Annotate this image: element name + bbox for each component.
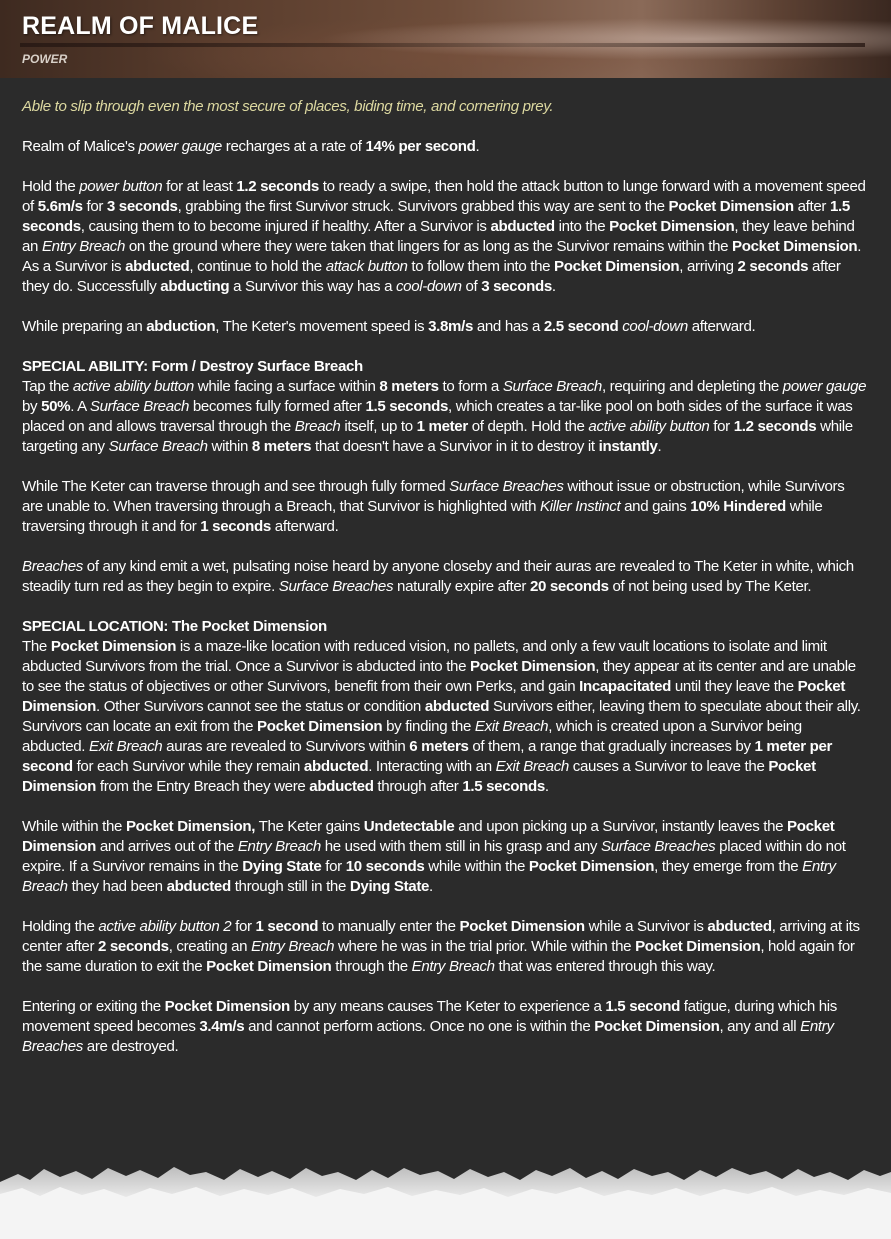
text-run: , causing them to to become injured if healthy. After a Survivor is	[80, 218, 491, 235]
text-run: Incapacitated	[579, 678, 672, 695]
text-run: . Interacting with an	[368, 758, 496, 775]
text-run: abducted	[303, 758, 369, 775]
text-run: by	[22, 398, 42, 415]
text-run: to manually enter the	[318, 918, 460, 935]
text-run: by finding the	[382, 718, 475, 735]
text-run: , they leave behind an	[22, 218, 855, 255]
text-run: abducted	[309, 778, 374, 795]
text-run: attack button	[325, 258, 408, 275]
text-run: abducted	[125, 258, 190, 275]
text-run: auras are revealed to Survivors within	[162, 738, 410, 755]
text-run: Tap the	[22, 378, 73, 395]
text-run: Pocket Dimension,	[125, 818, 256, 835]
text-run: instantly	[598, 438, 658, 455]
text-run: through after	[373, 778, 463, 795]
text-run: Pocket Dimension	[164, 998, 290, 1015]
text-run: itself, up to	[340, 418, 417, 435]
text-run: 1 second	[255, 918, 319, 935]
text-run: of any kind emit a wet, pulsating noise heard by anyone closeby and their auras are revealed to The Keter in white, which steadily turn red as they begin to expire.	[22, 558, 854, 595]
text-run: abducted	[424, 698, 490, 715]
text-run: while a Survivor is	[584, 918, 708, 935]
text-run: on the ground where they were taken that lingers for as long as the Survivor remains within the	[124, 238, 733, 255]
heading-special-ability	[22, 357, 867, 377]
text-run: for	[82, 198, 107, 215]
text-run: while targeting any	[22, 418, 853, 455]
text-run: active ability button	[588, 418, 710, 435]
text-run: Undetectable	[363, 818, 455, 835]
text-run: for	[709, 418, 734, 435]
text-run: . A	[70, 398, 90, 415]
text-run: to ready a swipe, then hold the attack button to lunge forward with a movement speed of	[22, 178, 866, 215]
text-run: Exit Breach	[474, 718, 549, 735]
paragraph-undetectable	[22, 817, 867, 897]
text-run: active ability button 2	[98, 918, 232, 935]
description-body	[22, 97, 867, 1077]
text-run: Hold the	[22, 178, 80, 195]
text-run: 3 seconds	[481, 278, 552, 295]
text-run: Pocket Dimension	[50, 638, 177, 655]
text-run: Breach	[294, 418, 341, 435]
text-run: into the	[554, 218, 610, 235]
text-run: Entry Breaches	[22, 1018, 834, 1055]
text-run: he used with them still in his grasp and any	[320, 838, 601, 855]
text-run: Exit Breach	[89, 738, 163, 755]
text-run: Breaches	[22, 558, 83, 575]
text-run: 3 seconds	[106, 198, 178, 215]
text-run: for	[321, 858, 346, 875]
heading-special-location	[22, 617, 867, 637]
header-brush-streak	[20, 43, 865, 47]
text-run: While within the	[22, 818, 126, 835]
text-run: 1.2 seconds	[733, 418, 817, 435]
text-run: , grabbing the first Survivor struck. Survivors grabbed this way are sent to the	[177, 198, 669, 215]
text-run: Entering or exiting the	[22, 998, 165, 1015]
text-run: after	[793, 198, 830, 215]
text-run: Entry Breach	[411, 958, 495, 975]
text-run: abducted	[707, 918, 772, 935]
text-run: they had been	[67, 878, 167, 895]
text-run: , which creates a tar-like pool on both sides of the surface it was placed on and allows traversal through the	[22, 398, 853, 435]
text-run: .	[551, 278, 556, 295]
text-run: is a maze-like location with reduced vision, no pallets, and only a few vault locations to isolate and limit abducted Survivors from the trial. Once a Survivor is abducted into the	[22, 638, 827, 675]
paragraph-surface-breach	[22, 377, 867, 457]
text-run: and has a	[473, 318, 544, 335]
text-run: 14% per second	[365, 138, 476, 155]
text-run: .	[475, 138, 480, 155]
text-run: while facing a surface within	[193, 378, 380, 395]
text-run: .	[429, 878, 433, 895]
text-run: cool-down	[395, 278, 462, 295]
text-run: abducted	[166, 878, 231, 895]
text-run: Killer Instinct	[539, 498, 621, 515]
paragraph-traversal	[22, 477, 867, 537]
text-run: Entry Breach	[41, 238, 125, 255]
text-run: by any means causes The Keter to experience a	[289, 998, 606, 1015]
text-run: of depth. Hold the	[467, 418, 589, 435]
text-run: 1.5 seconds	[462, 778, 545, 795]
text-run: while traversing through it and for	[22, 498, 823, 535]
text-run: a Survivor this way has a	[229, 278, 396, 295]
text-run: without issue or obstruction, while Survivors are unable to. When traversing through a Breach, that Survivor is highlighted with	[22, 478, 845, 515]
text-run: 3.4m/s	[199, 1018, 245, 1035]
text-run: , hold again for the same duration to exit the	[22, 938, 855, 975]
paragraph-preparing	[22, 317, 867, 337]
text-run: of	[461, 278, 482, 295]
text-run: 2.5 second	[543, 318, 619, 335]
page-title: REALM OF MALICE	[22, 12, 259, 40]
text-run: of them, a range that gradually increases by	[468, 738, 755, 755]
text-run: , they appear at its center and are unable to see the status of objectives or other Survivors, benefit from their own Perks, and gain	[22, 658, 856, 695]
paragraph-fatigue	[22, 997, 867, 1057]
text-run: fatigue, during which his movement speed becomes	[22, 998, 837, 1035]
text-run: 2 seconds	[737, 258, 809, 275]
text-run: While preparing an	[22, 318, 147, 335]
text-run: , they emerge from the	[654, 858, 803, 875]
text-run: placed within do not expire. If a Survivor remains in the	[22, 838, 846, 875]
text-run: Surface Breach	[108, 438, 208, 455]
text-run: Pocket Dimension	[609, 218, 735, 235]
text-run: Pocket Dimension	[594, 1018, 720, 1035]
torn-paper-edge	[0, 1160, 891, 1239]
text-run: until they leave the	[671, 678, 798, 695]
text-run: active ability button	[72, 378, 194, 395]
text-run: that doesn't have a Survivor in it to destroy it	[311, 438, 599, 455]
text-run: , which is created upon a Survivor being abducted.	[22, 718, 802, 755]
text-run: are destroyed.	[82, 1038, 179, 1055]
text-run: 20 seconds	[529, 578, 609, 595]
text-run: SPECIAL ABILITY: Form / Destroy Surface Breach	[22, 358, 363, 375]
text-run: , arriving	[679, 258, 738, 275]
text-run: , arriving at its center after	[22, 918, 860, 955]
text-run: recharges at a rate of	[221, 138, 366, 155]
text-run: 50%	[41, 398, 71, 415]
text-run: Pocket Dimension	[22, 818, 835, 855]
page-subtitle: POWER	[22, 52, 68, 66]
text-run: Entry Breach	[22, 858, 836, 895]
text-run: power gauge	[138, 138, 222, 155]
text-run: and gains	[620, 498, 691, 515]
text-run: naturally expire after	[393, 578, 530, 595]
text-run: Pocket Dimension	[469, 658, 596, 675]
paragraph-abduction	[22, 177, 867, 297]
text-run: Pocket Dimension	[459, 918, 585, 935]
text-run: power button	[79, 178, 163, 195]
text-run: to form a	[438, 378, 503, 395]
text-run: Pocket Dimension	[668, 198, 794, 215]
text-run: of not being used by The Keter.	[608, 578, 812, 595]
text-run: 1.5 seconds	[365, 398, 449, 415]
text-run: , requiring and depleting the	[601, 378, 783, 395]
text-run: for	[231, 918, 256, 935]
paragraph-breach-expire	[22, 557, 867, 597]
text-run: causes a Survivor to leave the	[568, 758, 769, 775]
text-run: 10 seconds	[345, 858, 425, 875]
text-run: 2 seconds	[98, 938, 169, 955]
text-run: , The Keter's movement speed is	[215, 318, 429, 335]
text-run: and arrives out of the	[96, 838, 238, 855]
text-run: Entry Breach	[251, 938, 335, 955]
text-run: Exit Breach	[495, 758, 569, 775]
text-run: 1 seconds	[200, 518, 271, 535]
text-run: that was entered through this way.	[494, 958, 716, 975]
text-run: through the	[331, 958, 412, 975]
text-run: Pocket Dimension	[206, 958, 332, 975]
text-run: Pocket Dimension	[528, 858, 655, 875]
text-run: cool-down	[622, 318, 688, 335]
text-run: .	[657, 438, 662, 455]
flavor-text: Able to slip through even the most secure of places, biding time, and cornering prey.	[22, 98, 554, 115]
text-run: for at least	[162, 178, 237, 195]
text-run: Surface Breaches	[449, 478, 564, 495]
text-run: Surface Breach	[89, 398, 189, 415]
text-run: Survivors either, leaving them to speculate about their ally. Survivors can locate an exit from the	[22, 698, 861, 735]
text-run: Pocket Dimension	[554, 258, 680, 275]
text-run: The Keter gains	[255, 818, 364, 835]
text-run: 10% Hindered	[690, 498, 786, 515]
text-run: .	[544, 778, 549, 795]
text-run: Dying State	[349, 878, 430, 895]
text-run: 1 meter	[416, 418, 468, 435]
text-run: power gauge	[782, 378, 867, 395]
text-run: , continue to hold the	[189, 258, 326, 275]
text-run: 1 meter per second	[22, 738, 833, 775]
text-run: and upon picking up a Survivor, instantly leaves the	[454, 818, 788, 835]
text-run: for each Survivor while they remain	[72, 758, 304, 775]
text-run: while within the	[424, 858, 529, 875]
text-run: becomes fully formed after	[189, 398, 366, 415]
text-run: and cannot perform actions. Once no one is within the	[244, 1018, 595, 1035]
text-run: where he was in the trial prior. While within the	[334, 938, 636, 955]
text-run: , creating an	[168, 938, 252, 955]
text-run: 1.5 second	[605, 998, 680, 1015]
text-run: The	[22, 638, 51, 655]
text-run: abducted	[490, 218, 555, 235]
paragraph-recharge	[22, 137, 867, 157]
text-run: Holding the	[22, 918, 99, 935]
text-run: from the Entry Breach they were	[96, 778, 310, 795]
text-run: SPECIAL LOCATION: The Pocket Dimension	[22, 618, 327, 635]
text-run: Surface Breach	[502, 378, 602, 395]
text-run: Pocket Dimension	[22, 758, 816, 795]
text-run: Entry Breach	[237, 838, 321, 855]
text-run: Dying State	[242, 858, 322, 875]
text-run: Pocket Dimension	[732, 238, 858, 255]
text-run: . Other Survivors cannot see the status or condition	[96, 698, 425, 715]
text-run: 5.6m/s	[37, 198, 83, 215]
text-run: within	[207, 438, 252, 455]
text-run: . As a Survivor is	[22, 238, 862, 275]
text-run: 8 meters	[251, 438, 312, 455]
text-run: 3.8m/s	[428, 318, 473, 335]
paragraph-manual-enter	[22, 917, 867, 977]
text-run: through still in the	[230, 878, 350, 895]
text-run: While The Keter can traverse through and see through fully formed	[22, 478, 450, 495]
text-run: 1.2 seconds	[236, 178, 319, 195]
text-run: after they do. Successfully	[22, 258, 841, 295]
text-run: , any and all	[719, 1018, 801, 1035]
header-banner	[0, 0, 891, 78]
text-run: abduction	[146, 318, 216, 335]
text-run: Pocket Dimension	[22, 678, 845, 715]
text-run: Realm of Malice's	[22, 138, 139, 155]
text-run: 6 meters	[409, 738, 469, 755]
text-run: to follow them into the	[407, 258, 555, 275]
text-run: Pocket Dimension	[635, 938, 761, 955]
text-run: abducting	[160, 278, 230, 295]
paragraph-pocket-dimension	[22, 637, 867, 797]
text-run: afterward.	[687, 318, 756, 335]
text-run: 8 meters	[379, 378, 439, 395]
text-run: afterward.	[270, 518, 339, 535]
text-run: 1.5 seconds	[22, 198, 850, 235]
text-run: Surface Breaches	[278, 578, 394, 595]
text-run: Pocket Dimension	[257, 718, 383, 735]
text-run: Surface Breaches	[600, 838, 716, 855]
